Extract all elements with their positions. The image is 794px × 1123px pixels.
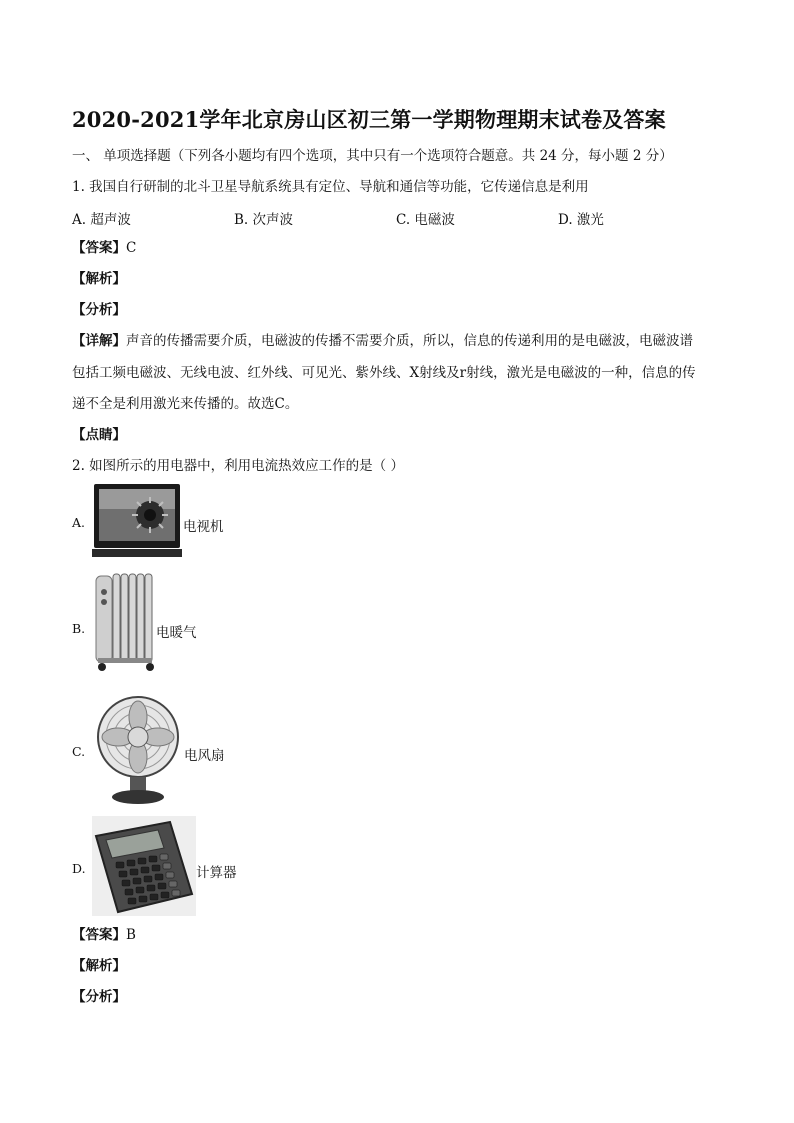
detail-label: 【详解】 xyxy=(72,333,126,349)
option-caption: 电风扇 xyxy=(184,748,225,764)
question-1-fenxi-label: 【分析】 xyxy=(72,302,126,318)
answer-label: 【答案】 xyxy=(72,240,126,256)
tv-icon xyxy=(92,481,182,559)
question-1-option-d: D. 激光 xyxy=(558,212,604,228)
option-letter: B. xyxy=(72,621,86,636)
question-1-analysis-label: 【解析】 xyxy=(72,271,126,287)
answer-value: C xyxy=(126,240,137,256)
page-title: 2020-2021学年北京房山区初三第一学期物理期末试卷及答案 xyxy=(72,107,666,132)
question-1-option-b: B. 次声波 xyxy=(234,212,294,228)
question-1-detail-line-1: 【详解】声音的传播需要介质，电磁波的传播不需要介质，所以，信息的传递利用的是电磁波，电磁波谱 xyxy=(72,333,693,349)
question-1-stem: 1. 我国自行研制的北斗卫星导航系统具有定位、导航和通信等功能，它传递信息是利用 xyxy=(72,179,589,195)
answer-label: 【答案】 xyxy=(72,927,126,943)
question-1-detail-line-2: 包括工频电磁波、无线电波、红外线、可见光、紫外线、X射线及r射线，激光是电磁波的一种，信息的传 xyxy=(72,365,696,381)
question-1-option-c: C. 电磁波 xyxy=(396,212,455,228)
question-2-fenxi-label: 【分析】 xyxy=(72,989,126,1005)
calculator-icon xyxy=(92,816,196,916)
answer-value: B xyxy=(126,927,136,943)
fan-icon xyxy=(92,695,184,807)
option-letter: C. xyxy=(72,744,86,759)
option-letter: A. xyxy=(72,515,86,530)
question-2-answer xyxy=(72,926,136,944)
option-letter: D. xyxy=(72,861,86,876)
question-1-answer xyxy=(72,239,136,257)
heater-icon xyxy=(94,570,158,674)
question-1-detail-line-3: 递不全是利用激光来传播的。故选C。 xyxy=(72,396,299,412)
question-1-option-a: A. 超声波 xyxy=(72,212,131,228)
question-1-dianjing-label: 【点睛】 xyxy=(72,427,126,443)
section-heading: 一、 单项选择题（下列各小题均有四个选项，其中只有一个选项符合题意。共 24 分，每小题 2 分） xyxy=(72,148,673,164)
option-caption: 电暖气 xyxy=(156,625,197,641)
question-2-analysis-label: 【解析】 xyxy=(72,958,126,974)
question-2-stem: 2. 如图所示的用电器中，利用电流热效应工作的是（ ） xyxy=(72,458,404,474)
option-caption: 电视机 xyxy=(183,519,224,535)
option-caption: 计算器 xyxy=(196,865,237,881)
